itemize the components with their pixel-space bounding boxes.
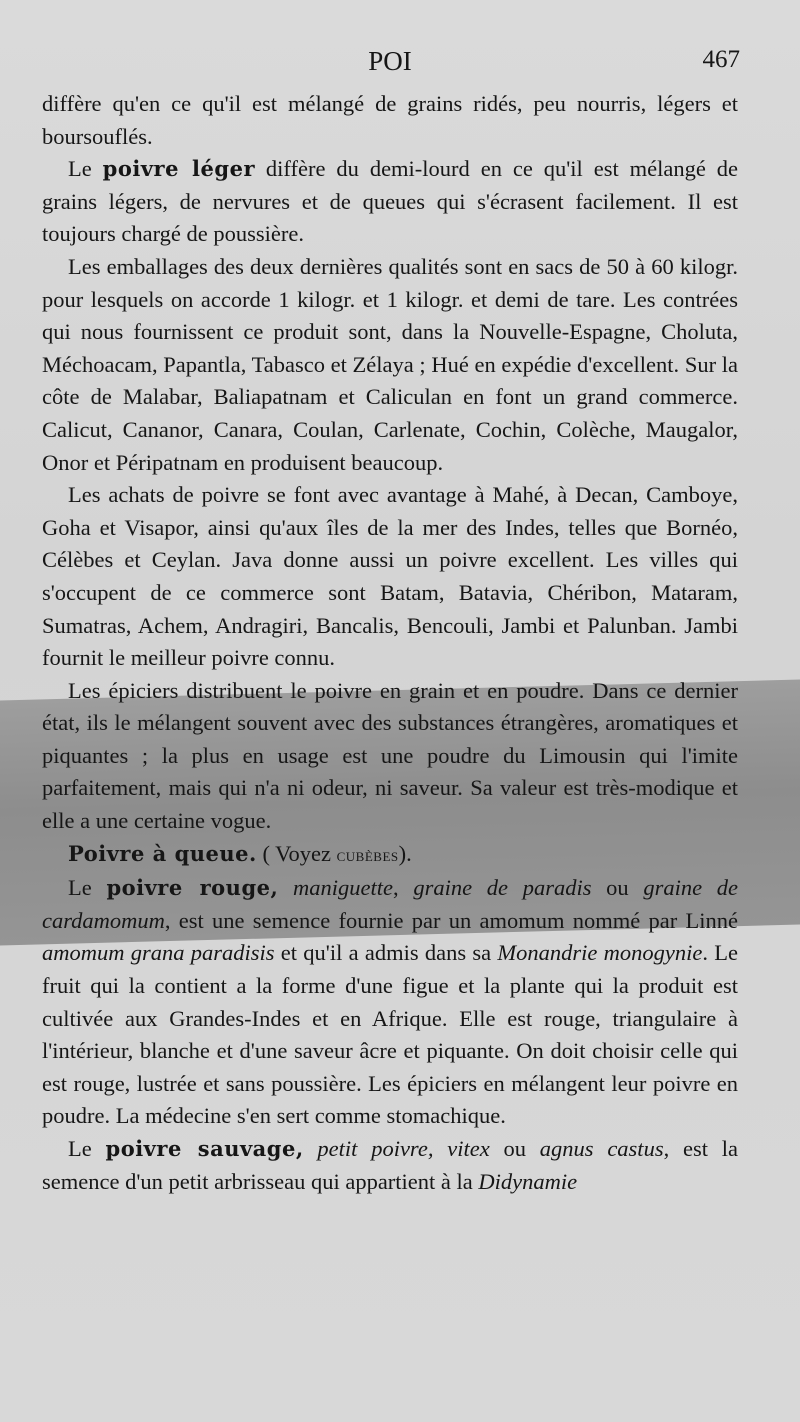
italic-term: petit poivre, vitex xyxy=(317,1136,490,1161)
paragraph-continued: diffère qu'en ce qu'il est mélangé de grains ridés, peu nourris, légers et boursouflés. xyxy=(42,91,738,149)
paragraph-poivre-sauvage xyxy=(42,1133,738,1198)
text-segment: Le xyxy=(68,156,103,182)
headword: poivre sauvage, xyxy=(105,1136,304,1161)
text-segment: ( Voyez xyxy=(256,840,337,866)
text-segment: , xyxy=(393,875,414,901)
paragraph-emballages: Les emballages des deux dernières qualités sont en sacs de 50 à 60 kilogr. pour lesquels on accorde 1 kilogr. et 1 kilogr. et demi de tare. Les contrées qui nous fournissent ce produit sont, dans la Nouvelle-Espagne, Choluta, Méchoacam, Papantla, Tabasco et Zélaya ; Hué en expédie d'excellent. Sur la côte de Malabar, Baliapatnam et Caliculan en font un grand commerce. Calicut, Cananor, Canara, Coulan, Carlenate, Cochin, Colèche, Maugalor, Onor et Péripatnam en produisent beaucoup. xyxy=(42,253,738,475)
text-segment: Le xyxy=(68,875,107,901)
paragraph-achats: Les achats de poivre se font avec avantage à Mahé, à Decan, Camboye, Goha et Visapor, ainsi qu'aux îles de la mer des Indes, telles que Bornéo, Célèbes et Ceylan. Java donne aussi un poivre excellent. Les villes qui s'occupent de ce commerce sont Batam, Batavia, Chéribon, Mataram, Sumatras, Achem, Andragiri, Bancalis, Bencouli, Jambi et Palunban. Jambi fournit le meilleur poivre connu. xyxy=(42,482,738,671)
paragraph-epiciers: Les épiciers distribuent le poivre en grain et en poudre. Dans ce dernier état, ils le mélangent souvent avec des substances étrangères, aromatiques et piquantes ; la plus en usage est une poudre du Limousin qui l'imite parfaitement, mais qui n'a ni odeur, ni saveur. Sa valeur est très-modique et elle a une certaine vogue. xyxy=(42,677,738,834)
italic-term: maniguette xyxy=(293,875,393,901)
body-text xyxy=(42,88,738,1198)
text-segment: Le xyxy=(68,1136,106,1161)
italic-term: amomum grana paradisis xyxy=(42,940,275,966)
paragraph-poivre-a-queue xyxy=(42,838,738,873)
text-segment: ou xyxy=(489,1136,540,1161)
italic-term: graine de cardamomum xyxy=(42,875,739,933)
paragraph-poivre-leger xyxy=(42,153,738,251)
text-segment: , est une semence fournie par un amomum nommé par Linné xyxy=(164,907,738,933)
headword: poivre léger xyxy=(102,156,256,182)
text-segment: diffère du demi-lourd en ce qu'il est mélangé de grains légers, de nervures et de queues qui s'écrasent facilement. Il est toujours chargé de poussière. xyxy=(42,156,739,247)
italic-term: agnus castus xyxy=(539,1136,664,1161)
text-segment xyxy=(278,875,293,900)
text-segment: ou xyxy=(591,875,644,901)
text-segment: . Le fruit qui la contient a la forme d'une figue et la plante qui la produit est cultivée aux Grandes-Indes et en Afrique. Elle est rouge, triangulaire à l'intérieur, blanche et d'une saveur âcre et piquante. On doit choisir celle qui est rouge, lustrée et sans poussière. Les épiciers en mélangent leur poivre en poudre. La médecine s'en sert comme stomachique. xyxy=(42,940,738,1129)
italic-term: Didynamie xyxy=(478,1168,578,1194)
page-number: 467 xyxy=(702,46,740,73)
running-head: POI xyxy=(368,46,412,76)
headword: poivre rouge, xyxy=(106,875,279,901)
italic-term: graine de paradis xyxy=(413,875,592,901)
text-segment xyxy=(304,1136,318,1161)
text-segment: et qu'il a admis dans sa xyxy=(274,940,498,966)
paragraph-poivre-rouge xyxy=(42,872,738,1133)
cross-reference: cubèbes xyxy=(336,844,399,866)
text-segment: , est la semence d'un petit arbrisseau qui appartient à la xyxy=(42,1136,738,1194)
italic-term: Monandrie monogynie xyxy=(497,940,703,966)
page-header xyxy=(40,46,740,82)
headword: Poivre à queue. xyxy=(68,840,257,866)
text-segment: ). xyxy=(398,840,412,866)
